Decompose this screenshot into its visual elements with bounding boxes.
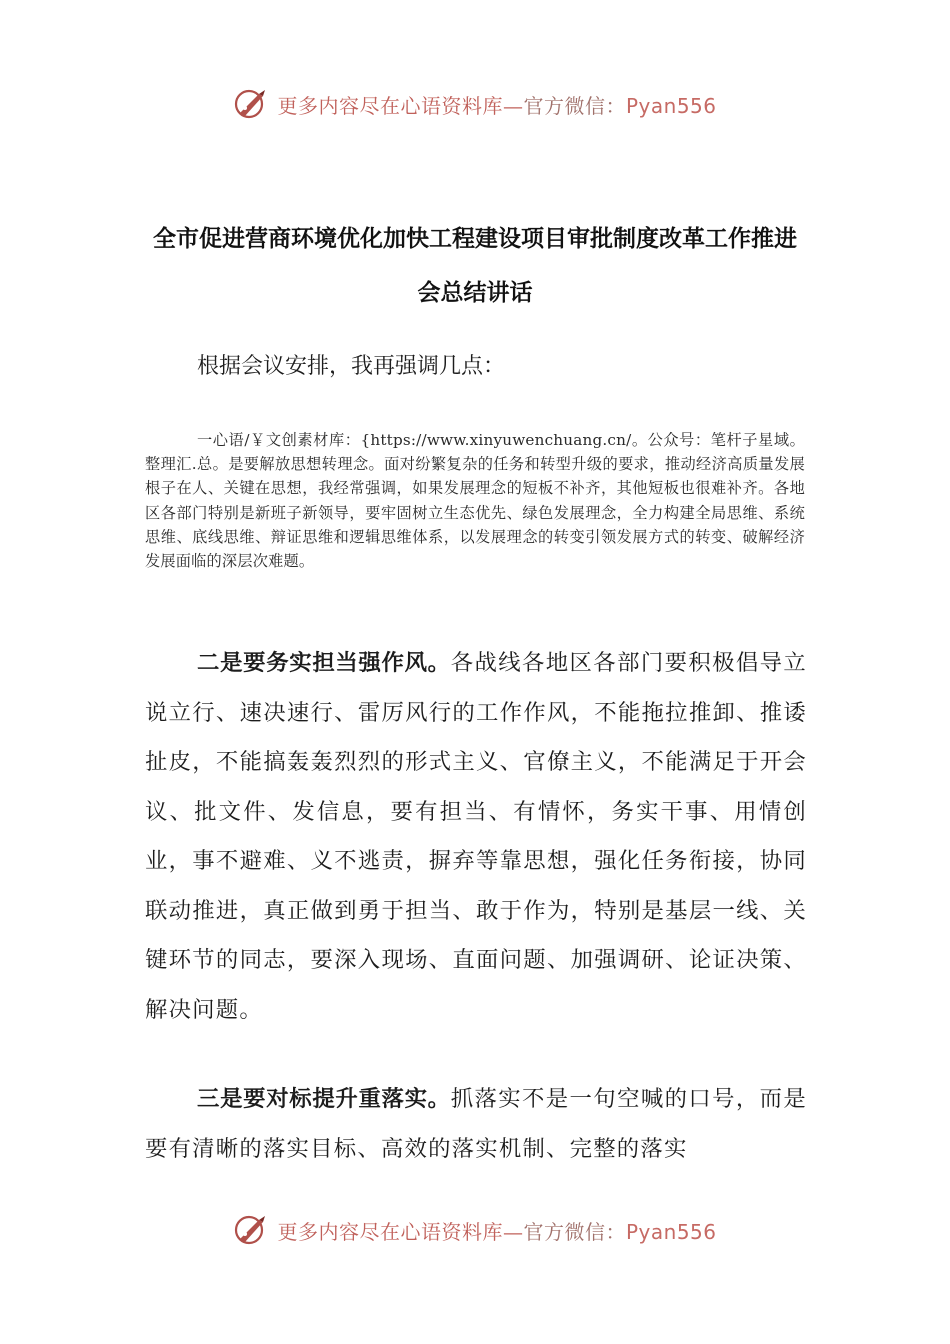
paragraph-three-lead: 三是要对标提升重落实。 [197,1086,451,1112]
small-paragraph: 一心语/￥文创素材库：{https://www.xinyuwenchuang.cn/。公众号：笔杆子星域。整理汇.总。是要解放思想转理念。面对纷繁复杂的任务和转型升级的要求，推动经济高质量发展根子在人、关键在思想，我经常强调，如果发展理念的短板不补齐，其他短板也很难补齐。各地区各部门特别是新班子新领导，要牢固树立生态优先、绿色发展理念，全力构建全局思维、系统思维、底线思维、辩证思维和逻辑思维体系，以发展理念的转变引领发展方式的转变、破解经济发展面临的深层次难题。 [145,431,805,571]
footer-dash: — [502,1219,524,1244]
paragraph-three [145,1075,807,1174]
document-title: 全市促进营商环境优化加快工程建设项目审批制度改革工作推进会总结讲话 [153,226,797,306]
banner-text [277,90,716,119]
footer-banner-text [277,1216,716,1245]
footer-main-text: 更多内容尽在心语资料库 [277,1219,503,1244]
banner-wechat-id: Pyan556 [625,93,717,118]
footer-wechat-label: 官方微信： [523,1219,626,1244]
intro-paragraph: 根据会议安排，我再强调几点： [197,354,506,379]
pen-logo-icon [233,86,269,122]
footer-wechat-id: Pyan556 [625,1219,717,1244]
paragraph-two-lead: 二是要务实担当强作风。 [197,650,451,676]
header-banner [0,84,950,124]
banner-main-text: 更多内容尽在心语资料库 [277,93,503,118]
banner-wechat-label: 官方微信： [523,93,626,118]
footer-banner [0,1210,950,1250]
paragraph-three-body: 抓落实不是一句空喊的口号，而是要有清晰的落实目标、高效的落实机制、完整的落实 [145,1086,808,1162]
paragraph-two [145,639,807,1035]
pen-logo-icon [233,1212,269,1248]
banner-dash: — [502,93,524,118]
paragraph-two-body: 各战线各地区各部门要积极倡导立说立行、速决速行、雷厉风行的工作作风，不能拖拉推卸、推诿扯皮，不能搞轰轰烈烈的形式主义、官僚主义，不能满足于开会议、批文件、发信息，要有担当、有情怀，务实干事、用情创业，事不避难、义不逃责，摒弃等靠思想，强化任务衔接，协同联动推进，真正做到勇于担当、敢于作为，特别是基层一线、关键环节的同志，要深入现场、直面问题、加强调研、论证决策、解决问题。 [145,650,808,1023]
